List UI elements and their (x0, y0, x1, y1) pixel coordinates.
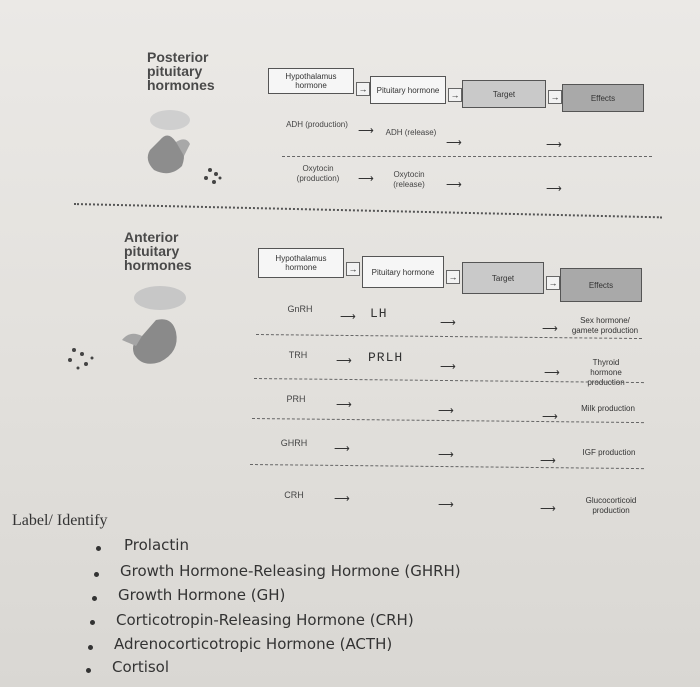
anterior-row-divider-4 (250, 464, 644, 469)
anterior-row-5-effect: Glucocorticoid production (585, 496, 637, 515)
anterior-row-5-arrow-3: ⟶ (540, 503, 556, 515)
posterior-header-pituitary: Pituitary hormone (370, 76, 446, 104)
anterior-header-target: Target (462, 262, 544, 294)
anterior-header-effects: Effects (560, 268, 642, 302)
anterior-title-line-1: Anterior (124, 229, 179, 245)
anterior-row-1-arrow-1: ⟶ (340, 311, 356, 323)
posterior-header-hypothalamus: Hypothalamus hormone (268, 68, 354, 94)
bullet-1 (96, 546, 101, 551)
anterior-row-3-effect: Milk production (581, 404, 635, 413)
posterior-row-1-arrow-2: ⟶ (446, 137, 462, 149)
section-separator (74, 203, 662, 218)
anterior-header-hypothalamus: Hypothalamus hormone (258, 248, 344, 278)
posterior-title-line-3: hormones (147, 77, 215, 93)
anterior-row-2-effect: Thyroid hormone production (587, 358, 625, 387)
anterior-pituitary-illustration (60, 280, 200, 380)
anterior-row-3-arrow-3: ⟶ (542, 411, 558, 423)
anterior-row-2-arrow-1: ⟶ (336, 355, 352, 367)
posterior-header-arrow-2: → (448, 88, 462, 102)
anterior-row-1-arrow-3: ⟶ (542, 323, 558, 335)
posterior-row-2-release: Oxytocin (release) (393, 170, 425, 189)
anterior-row-2-hypothalamus: TRH (288, 350, 308, 360)
posterior-row-1-arrow-1: ⟶ (358, 125, 374, 137)
bullet-2 (94, 572, 99, 577)
posterior-row-2-arrow-1: ⟶ (358, 173, 374, 185)
label-item-3: Growth Hormone (GH) (118, 586, 286, 604)
anterior-row-1-arrow-2: ⟶ (440, 317, 456, 329)
anterior-title-line-2: pituitary (124, 243, 180, 259)
anterior-title (124, 230, 192, 272)
anterior-row-3-arrow-1: ⟶ (336, 399, 352, 411)
label-item-1: Prolactin (124, 536, 189, 554)
posterior-row-1-release: ADH (release) (385, 128, 437, 137)
posterior-pituitary-illustration (140, 100, 235, 195)
anterior-row-4-arrow-2: ⟶ (438, 449, 454, 461)
anterior-row-2-arrow-2: ⟶ (440, 361, 456, 373)
label-item-5: Adrenocorticotropic Hormone (ACTH) (114, 635, 393, 653)
posterior-header-arrow-3: → (548, 90, 562, 104)
label-item-6: Cortisol (112, 658, 170, 676)
anterior-row-4-arrow-3: ⟶ (540, 455, 556, 467)
anterior-row-4-hypothalamus: GHRH (280, 438, 308, 448)
posterior-header-target: Target (462, 80, 546, 108)
posterior-row-1-arrow-3: ⟶ (546, 139, 562, 151)
label-item-2: Growth Hormone-Releasing Hormone (GHRH) (120, 562, 461, 580)
anterior-row-5-arrow-1: ⟶ (334, 493, 350, 505)
bullet-4 (90, 620, 95, 625)
anterior-row-4-effect: IGF production (582, 448, 636, 457)
anterior-header-arrow-2: → (446, 270, 460, 284)
anterior-row-divider-3 (252, 418, 644, 423)
label-item-4: Corticotropin-Releasing Hormone (CRH) (116, 611, 414, 629)
posterior-row-2-arrow-2: ⟶ (446, 179, 462, 191)
posterior-row-2-production: Oxytocin (production) (296, 164, 340, 183)
bullet-6 (86, 668, 91, 673)
bullet-3 (92, 596, 97, 601)
posterior-header-effects: Effects (562, 84, 644, 112)
anterior-row-3-arrow-2: ⟶ (438, 405, 454, 417)
label-section-title: Label/ Identify (12, 512, 108, 529)
posterior-title-line-1: Posterior (147, 49, 209, 65)
posterior-title-line-2: pituitary (147, 63, 203, 79)
anterior-header-arrow-1: → (346, 262, 360, 276)
bullet-5 (88, 645, 93, 650)
posterior-header-arrow-1: → (356, 82, 370, 96)
anterior-row-2-arrow-3: ⟶ (544, 367, 560, 379)
posterior-row-2-arrow-3: ⟶ (546, 183, 562, 195)
posterior-row-divider (282, 156, 652, 157)
anterior-row-1-hypothalamus: GnRH (287, 304, 313, 314)
anterior-row-3-hypothalamus: PRH (286, 394, 306, 404)
anterior-row-1-effect: Sex hormone/ gamete production (571, 316, 639, 335)
anterior-row-5-hypothalamus: CRH (284, 490, 304, 500)
anterior-row-1-pituitary: LH (370, 306, 388, 321)
anterior-row-2-pituitary: PRLH (368, 350, 404, 365)
anterior-header-pituitary: Pituitary hormone (362, 256, 444, 288)
anterior-title-line-3: hormones (124, 257, 192, 273)
anterior-row-5-arrow-2: ⟶ (438, 499, 454, 511)
posterior-title (147, 50, 215, 92)
anterior-header-arrow-3: → (546, 276, 560, 290)
anterior-row-4-arrow-1: ⟶ (334, 443, 350, 455)
posterior-row-1-production: ADH (production) (286, 120, 348, 129)
